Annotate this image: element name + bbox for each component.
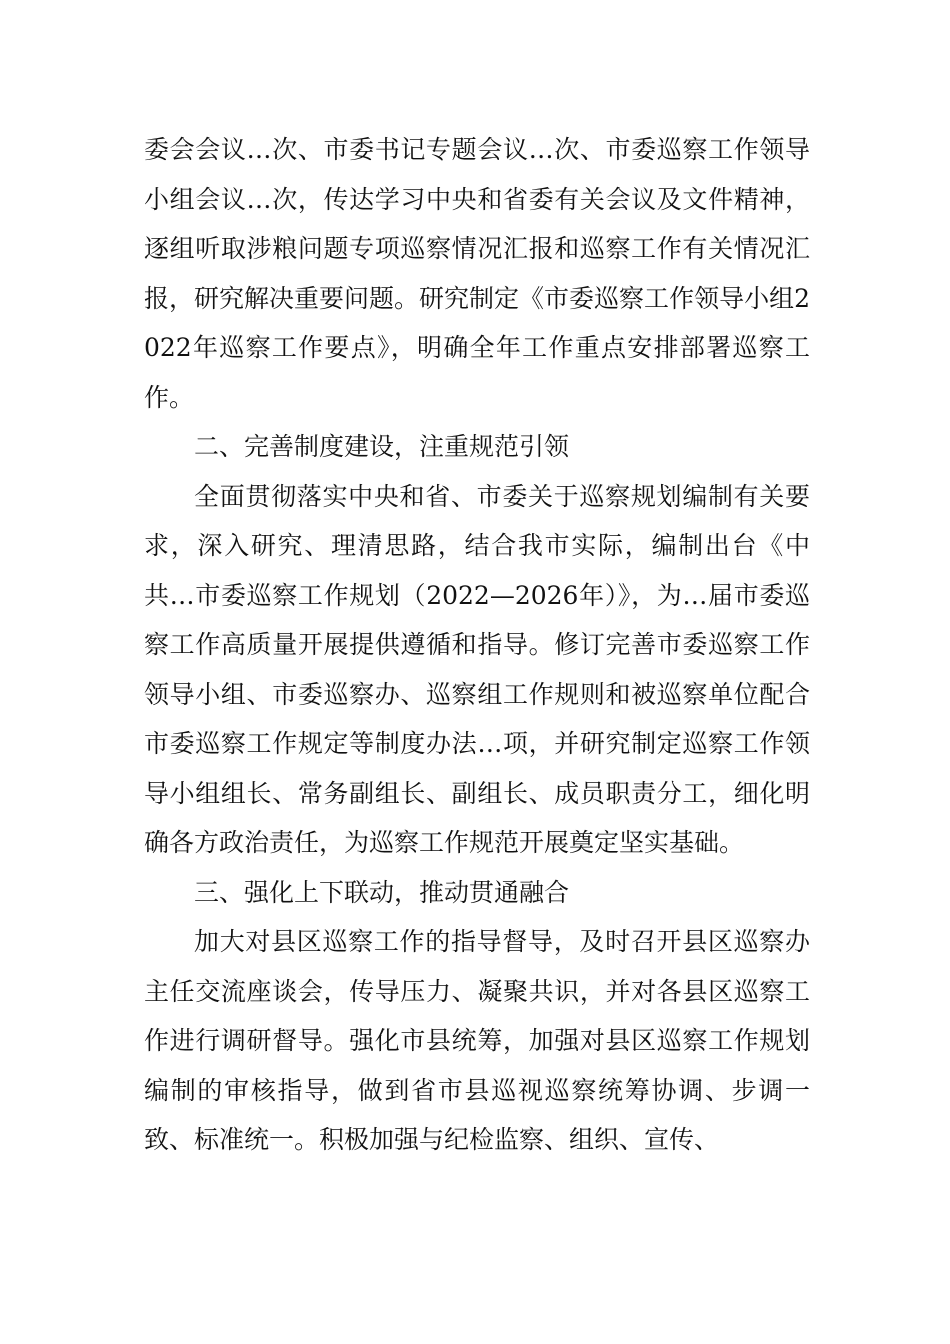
paragraph-section-2: 全面贯彻落实中央和省、市委关于巡察规划编制有关要求，深入研究、理清思路，结合我市实际，编制出台《中共…市委巡察工作规划（2022—2026年）》，为…届市委巡察工作高质量开展提供遵循和指导。修订完善市委巡察工作领导小组、市委巡察办、巡察组工作规则和被巡察单位配合市委巡察工作规定等制度办法…项，并研究制定巡察工作领导小组组长、常务副组长、副组长、成员职责分工，细化明确各方政治责任，为巡察工作规范开展奠定坚实基础。: [144, 481, 810, 857]
paragraph-continued: 委会会议…次、市委书记专题会议…次、市委巡察工作领导小组会议…次，传达学习中央和省委有关会议及文件精神，逐组听取涉粮问题专项巡察情况汇报和巡察工作有关情况汇报，研究解决重要问题。研究制定《市委巡察工作领导小组2022年巡察工作要点》，明确全年工作重点安排部署巡察工作。: [144, 135, 810, 412]
section-heading-3: 三、强化上下联动，推动贯通融合: [194, 877, 570, 907]
document-body: [144, 125, 810, 1165]
paragraph-section-3: 加大对县区巡察工作的指导督导，及时召开县区巡察办主任交流座谈会，传导压力、凝聚共识，并对各县区巡察工作进行调研督导。强化市县统筹，加强对县区巡察工作规划编制的审核指导，做到省市县巡视巡察统筹协调、步调一致、标准统一。积极加强与纪检监察、组织、宣传、: [144, 927, 810, 1154]
section-heading-2: 二、完善制度建设，注重规范引领: [194, 432, 570, 461]
